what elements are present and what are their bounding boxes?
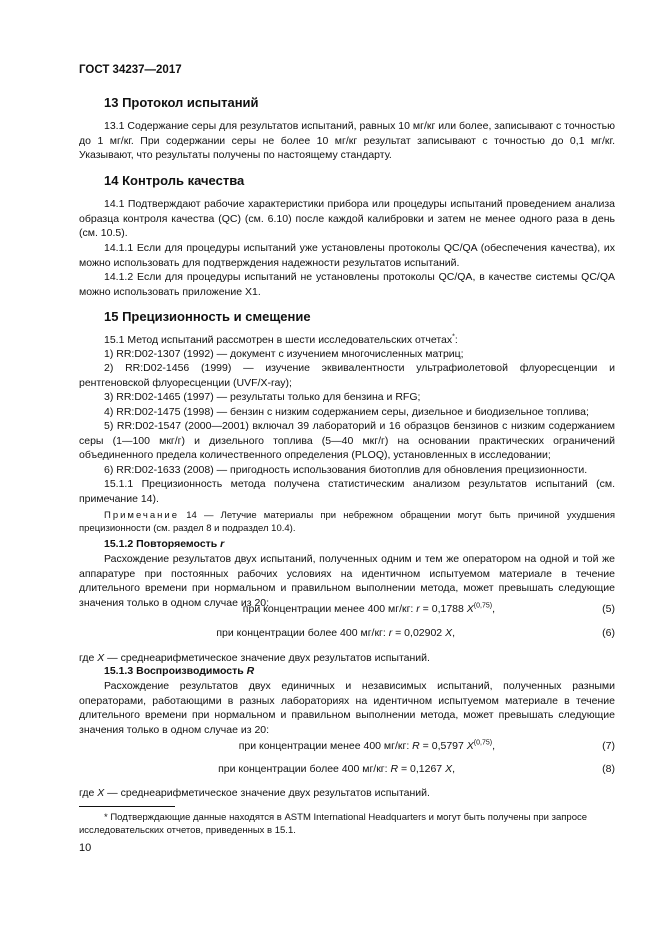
section-14-title: 14 Контроль качества [104, 173, 245, 188]
list-item: 1) RR:D02-1307 (1992) — документ с изучением многочисленных матриц; [104, 348, 464, 360]
formula-number: (8) [602, 763, 615, 775]
list-item: 3) RR:D02-1465 (1997) — результаты только для бензина и RFG; [104, 391, 421, 403]
section-14-1-paragraph: 14.1 Подтверждают рабочие характеристики прибора или процедуры испытаний проведением анализа образца контроля качества (QC) (см. 6.10) после каждой калибровки и затем не менее одного раза в день (см. 10.5). [79, 198, 615, 240]
repeatability-title: 15.1.2 Повторяемость r [104, 538, 225, 550]
page-number: 10 [79, 842, 92, 854]
section-14-1-1-paragraph: 14.1.1 Если для процедуры испытаний уже установлены протоколы QC/QA (обеспечения качества), их можно использовать для подтверждения надежности результатов испытаний. [79, 242, 615, 269]
reproducibility-title: 15.1.3 Воспроизводимость R [104, 665, 255, 677]
formula-8: при концентрации более 400 мг/кг: R = 0,1267 X, (8) [218, 763, 615, 775]
list-item: 4) RR:D02-1475 (1998) — бензин с низким содержанием серы, дизельное и биодизельное топлива; [104, 406, 589, 418]
section-15-1-1-paragraph: 15.1.1 Прецизионность метода получена статистическим анализом результатов испытаний (см. примечание 14). [79, 478, 615, 505]
footnote: * Подтверждающие данные находятся в ASTM International Headquarters и могут быть получены при запросе исследовательских отчетов, приведенных в 15.1. [79, 812, 588, 836]
section-15-1-paragraph: 15.1 Метод испытаний рассмотрен в шести исследовательских отчетах*: [104, 333, 458, 346]
where-definition-1: где X — среднеарифметическое значение двух результатов испытаний. [79, 652, 430, 664]
formula-number: (5) [602, 603, 615, 615]
formula-number: (7) [602, 740, 615, 752]
reproducibility-paragraph: Расхождение результатов двух единичных и независимых испытаний, полученных разными операторами, работающими в разных лабораториях на идентичном испытуемом материале в течение длительного времени при нормальном и правильном выполнении метода, может превышать следующие значения только в одном случае из 20: [79, 680, 615, 736]
list-item: 6) RR:D02-1633 (2008) — пригодность использования биотоплив для обновления прецизионности. [104, 464, 588, 476]
section-13-1-paragraph: 13.1 Содержание серы для результатов испытаний, равных 10 мг/кг или более, записывают с точностью до 1 мг/кг. При содержании серы не более 10 мг/кг результат записывают с точностью до 0,1 мг/кг. Указывают, что результаты получены по настоящему стандарту. [79, 120, 615, 162]
formula-number: (6) [602, 627, 615, 639]
repeatability-paragraph: Расхождение результатов двух испытаний, полученных одним и тем же оператором на одной и той же аппаратуре при постоянных рабочих условиях на идентичном испытуемом материале в течение длительного времени при нормальном и правильном выполнении метода, может превышать следующие значения только в одном случае из 20: [79, 553, 615, 609]
document-header: ГОСТ 34237—2017 [79, 64, 182, 76]
where-definition-2: где X — среднеарифметическое значение двух результатов испытаний. [79, 787, 430, 799]
section-15-title: 15 Прецизионность и смещение [104, 309, 311, 324]
section-13-title: 13 Протокол испытаний [104, 95, 259, 110]
formula-6: при концентрации более 400 мг/кг: r = 0,02902 X, (6) [216, 627, 615, 639]
footnote-divider [79, 806, 175, 807]
formula-7: при концентрации менее 400 мг/кг: R = 0,5797 X$^{(0,75)}$, (7) [238, 739, 615, 752]
list-item: 5) RR:D02-1547 (2000—2001) включал 39 лабораторий и 16 образцов бензинов с низким содержанием серы (1—100 мкг/г) и дизельного топлива (5—40 мкг/г) на основании практических ограничений объединенного предела количественного определения (PLOQ), установленных в исследовании; [79, 420, 615, 462]
formula-5: при концентрации менее 400 мг/кг: r = 0,1788 X$^{(0,75)}$, (5) [242, 602, 615, 615]
note-14: Примечание 14 — Летучие материалы при небрежном обращении могут быть причиной ухудшения прецизионности (см. раздел 8 и подраздел 10.4). [79, 510, 616, 534]
section-14-1-2-paragraph: 14.1.2 Если для процедуры испытаний не установлены протоколы QC/QA, в качестве системы QC/QA можно использовать приложение X1. [79, 271, 615, 298]
list-item: 2) RR:D02-1456 (1999) — изучение эквивалентности ультрафиолетовой флуоресценции и рентгеновской флуоресценции (UVF/X-ray); [79, 362, 615, 389]
